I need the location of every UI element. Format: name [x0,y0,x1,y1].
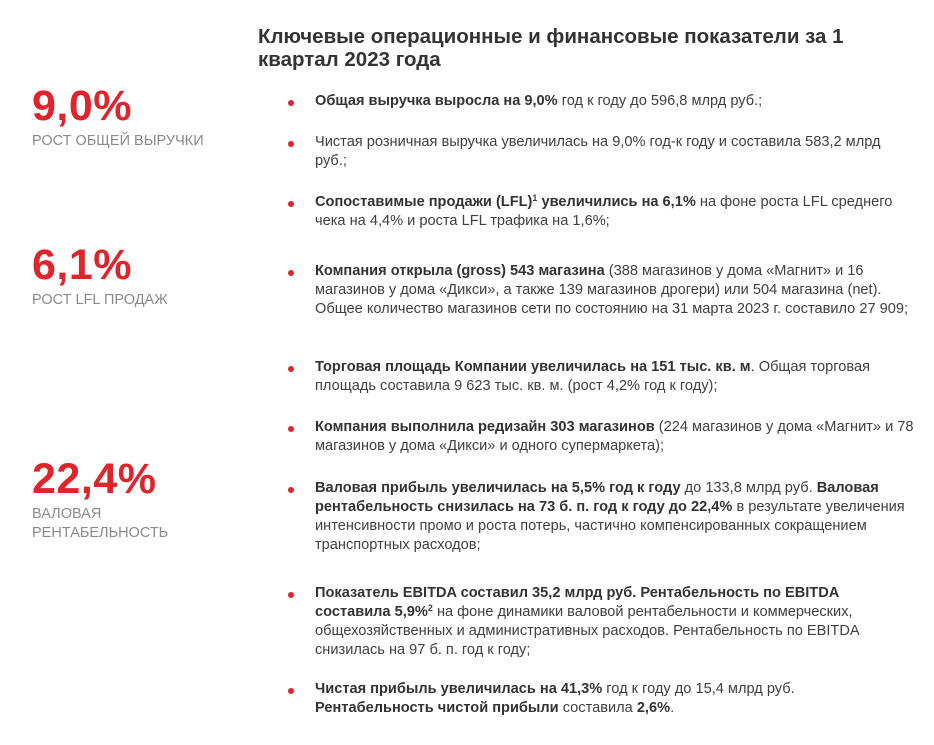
bullet-dot [288,592,294,598]
bullet-item: Валовая прибыль увеличилась на 5,5% год к году до 133,8 млрд руб. Валовая рентабельность снизилась на 73 б. п. год к году до 22,4% в результате увеличения интенсивности промо и роста потерь, частично компенсированных сокращением транспортных расходов; [315,479,915,555]
kpi-value: 6,1% [32,241,133,289]
kpi-label: ВАЛОВАЯ РЕНТАБЕЛЬНОСТЬ [32,506,169,541]
bullet-item: Торговая площадь Компании увеличилась на 151 тыс. кв. м. Общая торговая площадь составила 9 623 тыс. кв. м. (рост 4,2% год к году); [315,358,915,396]
bullet-dot [288,100,294,106]
bullet-dot [288,487,294,493]
bullet-item: Чистая прибыль увеличилась на 41,3% год к году до 15,4 млрд руб. Рентабельность чистой прибыли составила 2,6%. [315,680,915,718]
bullet-item: Показатель EBITDA составил 35,2 млрд руб. Рентабельность по EBITDA составила 5,9%$^2$ на фоне динамики валовой рентабельности и коммерческих, общехозяйственных и административных расходов. Рентабельность по EBITDA снизилась на 97 б. п. год к году; [315,584,915,660]
bullet-dot [288,270,294,276]
bullet-dot [288,201,294,207]
bullet-item: Общая выручка выросла на 9,0% год к году до 596,8 млрд руб.; [315,92,915,111]
bullet-dot [288,141,294,147]
kpi-revenue-growth [32,84,232,151]
bullet-item: Компания выполнила редизайн 303 магазинов (224 магазинов у дома «Магнит» и 78 магазинов у дома «Дикси» и одного супермаркета); [315,418,915,456]
kpi-label: РОСТ ОБЩЕЙ ВЫРУЧКИ [32,133,204,149]
bullet-dot [288,366,294,372]
kpi-lfl-growth [32,243,232,310]
bullet-item: Чистая розничная выручка увеличилась на 9,0% год-к году и составила 583,2 млрд руб.; [315,133,915,171]
bullet-item: Компания открыла (gross) 543 магазина (388 магазинов у дома «Магнит» и 16 магазинов у дома «Дикси», а также 139 магазинов дрогери) или 504 магазина (net). Общее количество магазинов сети по состоянию на 31 марта 2023 г. составило 27 909; [315,262,915,319]
kpi-gross-margin [32,457,192,543]
kpi-label: РОСТ LFL ПРОДАЖ [32,292,168,308]
kpi-value: 9,0% [32,82,133,130]
kpi-value: 22,4% [32,455,157,503]
bullet-item: Сопоставимые продажи (LFL)$^1$ увеличились на 6,1% на фоне роста LFL среднего чека на 4,4% и роста LFL трафика на 1,6%; [315,193,915,231]
bullet-dot [288,688,294,694]
bullet-dot [288,426,294,432]
page-title: Ключевые операционные и финансовые показатели за 1 квартал 2023 года [258,25,844,71]
